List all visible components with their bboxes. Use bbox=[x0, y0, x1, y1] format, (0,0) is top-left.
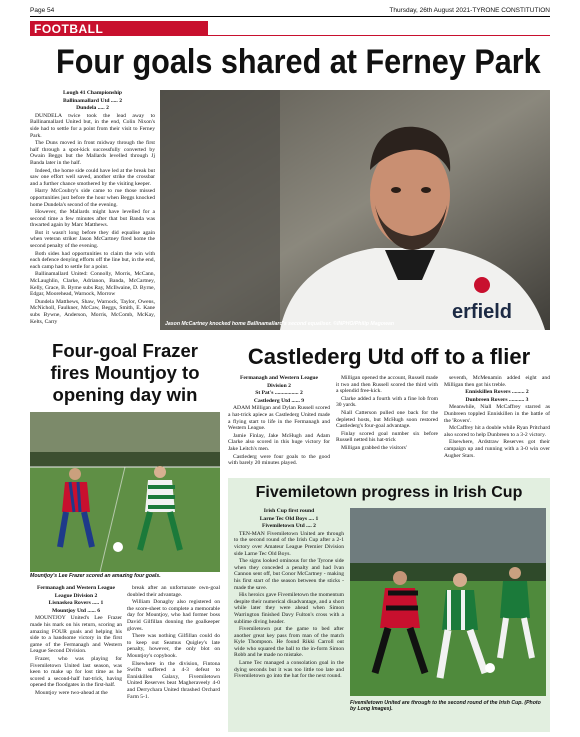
frazer-paragraph: William Donaghy also registered on the score-sheet to complete a memorable day for Mountjoy, who had former boss David Gilfillan donning the goalkeeper gloves. bbox=[127, 599, 220, 632]
frazer-score-home: Lisnaskea Rovers ..... 1 bbox=[48, 600, 104, 607]
page-number: Page 54 bbox=[30, 7, 55, 14]
castlederg-score-away: Castlederg Utd ...... 9 bbox=[253, 397, 305, 404]
castlederg-paragraph: Clarke added a fourth with a fine lob from 30 yards. bbox=[336, 395, 438, 409]
castlederg-paragraph: Meanwhile, Niall McCaffrey starred as Dunbreen toppled Enniskillen in the battle of the 'Rovers'. bbox=[444, 404, 550, 424]
frazer-col1 bbox=[30, 585, 122, 730]
rovers-score-away: Dunbreen Rovers ........... 3 bbox=[465, 396, 529, 403]
lead-fixture: Lough 41 Championship bbox=[62, 90, 123, 96]
castlederg-paragraph: Niall Catterson pulled one back for the depleted hosts, but McHugh soon restored Castlederg's four-goal advantage. bbox=[336, 409, 438, 430]
castlederg-paragraph: Finlay scored goal number six before Russell netted his hat-trick bbox=[336, 430, 438, 444]
frazer-col2 bbox=[127, 585, 220, 730]
castlederg-paragraph: Milligan grabbed the visitors' bbox=[341, 444, 407, 451]
frazer-headline: Four-goal Frazer fires Mountjoy to opening day win bbox=[50, 340, 200, 405]
lead-paragraph: But it wasn't long before they did equalise again when veteran striker Jason McCartney fired home the second penalty of the evening. bbox=[30, 229, 155, 250]
castlederg-paragraph: Castlederg were four goals to the good with barely 20 minutes played. bbox=[228, 453, 330, 467]
fivemiletown-score-home: Larne Tec Old Boys .... 1 bbox=[259, 515, 319, 522]
frazer-score-away: Mountjoy Utd ...... 6 bbox=[51, 607, 100, 614]
footballer-photo-icon bbox=[160, 90, 550, 330]
castlederg-score-home: St Pat's ................. 2 bbox=[255, 390, 303, 397]
frazer-paragraph: Elsewhere in the division, Fintona Swifts suffered a 4-3 defeat to Enniskillen Galaxy, Fivemiletown United Reserves beat Magheraveely 4-0 and Derrychara United thrashed Orchard Farm 5-1. bbox=[127, 660, 220, 700]
castlederg-col1 bbox=[228, 375, 330, 475]
section-rule bbox=[208, 35, 550, 36]
issue-date: Thursday, 26th August 2021-TYRONE CONSTITUTION bbox=[389, 7, 550, 14]
fivemiletown-paragraph: Fivemiletown put the game to bed after another great key pass from man of the match Kyle Thompson. He found Rikki Carroll out wide who squared the ball to the in-form Simon Robb and he made no mistake. bbox=[234, 626, 344, 659]
frazer-paragraph: Frazer, who was playing for Fivemiletown United last season, was keen to make up for lost time as he scored a second-half hat-trick, having opened the floodgates in the first-half. bbox=[30, 655, 122, 689]
castlederg-division: Division 2 bbox=[267, 382, 291, 389]
fivemiletown-article bbox=[234, 508, 344, 730]
football-match-photo-icon bbox=[30, 412, 220, 572]
lead-score-home: Ballinamallard Utd ..... 2 bbox=[62, 97, 123, 104]
lead-paragraph: Indeed, the home side could have led at the break but saw one effort well saved, another strike the crossbar and a further chance smothered by the visiting keeper. bbox=[30, 167, 155, 187]
castlederg-paragraph: Jamie Finlay, Jake McHugh and Adam Clarke also scored in this huge victory for Jake Leitch's men. bbox=[228, 432, 330, 452]
castlederg-paragraph: Milligan opened the account, Russell made it two and then Russell scored the third with a splendid free-kick. bbox=[336, 375, 438, 395]
frazer-paragraph: break after an unfortunate own-goal doubled their advantage. bbox=[127, 585, 220, 598]
fivemiletown-headline: Fivemiletown progress in Irish Cup bbox=[255, 484, 523, 501]
frazer-paragraph: Mountjoy were two-ahead at the bbox=[35, 689, 108, 696]
section-label: FOOTBALL bbox=[30, 21, 208, 36]
fivemiletown-paragraph: Larne Tec managed a consolation goal in the dying seconds but it was too little too late and Fivemiletown go into the hat for the next round. bbox=[234, 660, 344, 680]
fivemiletown-score-away: Fivemiletown Utd .... 2 bbox=[262, 523, 316, 530]
castlederg-headline: Castlederg Utd off to a flier bbox=[247, 344, 531, 369]
svg-text:erfield: erfield bbox=[452, 301, 513, 323]
frazer-paragraph: MOUNTJOY United's Lee Frazer made his mark on his return, scoring an amazing FOUR goals and helping his side to a handsome victory in the first game of the Fermanagh and Western League Second Division. bbox=[30, 615, 122, 655]
fivemiletown-paragraph: The signs looked ominous for the Tyrone side when they conceded a penalty and had Ivan Cannon sent off, but Conor McCartney - making his first start of the season between the sticks - made the save. bbox=[234, 558, 344, 591]
fivemiletown-paragraph: TEN-MAN Fivemiletown United are through to the second round of the Irish Cup after a 2-1 victory over Amateur League Premier Division side Larne Tec Old Boys. bbox=[234, 530, 344, 557]
fivemiletown-fixture: Irish Cup first round bbox=[263, 508, 315, 514]
rovers-score-home: Enniskillen Rovers ......... 2 bbox=[465, 389, 529, 396]
lead-paragraph: Dundela Matthews, Shaw, Warnock, Taylor, Owens, McNicholl, Faulkner, McCaw, Beggs, Smith, E. Kane subs Bywne, Anderson, Morris, McComb, McKay, Kelts, Carry bbox=[30, 298, 155, 325]
castlederg-paragraph: McCaffrey hit a double while Ryan Pritchard also scored to help Dunbreen to a 3-2 victory. bbox=[444, 425, 550, 438]
lead-paragraph: Harry McCoubry's side came to rue those missed opportunities just before the hour when Beggs knocked home Dundela's second of the evening. bbox=[30, 188, 155, 208]
lead-article bbox=[30, 90, 155, 330]
castlederg-col2 bbox=[336, 375, 438, 475]
lead-paragraph: Ballinamallard United: Connolly, Morris, McCann, McLaughlin, Clarke, Adrianon, Banda, McCartney, Kelly, Grace, B. Byrne subs Ray, McIlwaine, D. Byrne, Edgar, Moorehead, Warnock, Morrow bbox=[30, 271, 155, 298]
irish-cup-match-photo-icon bbox=[350, 508, 546, 696]
lead-paragraph: Both sides had opportunities to claim the win with each defence denying efforts off the line but, in the end, each camp had to settle for a point. bbox=[30, 250, 155, 270]
castlederg-paragraph: ADAM Milligan and Dylan Russell scored a hat-trick apiece as Castlederg United made a flying start to life in the Fermanagh and Western League. bbox=[228, 405, 330, 432]
castlederg-fixture: Fermanagh and Western League bbox=[239, 375, 319, 381]
frazer-division: League Division 2 bbox=[54, 592, 98, 599]
castlederg-col3 bbox=[444, 375, 550, 475]
lead-photo bbox=[160, 90, 550, 330]
fivemiletown-paragraph: His heroics gave Fivemiletown the momentum despite their numerical disadvantage, and a short while later they were ahead when Simon Warrington finished Davy Fulton's cross with a sublime diving header. bbox=[234, 592, 344, 625]
page-header bbox=[30, 4, 550, 17]
lead-paragraph: However, the Mallards might have levelled for a second time a few minutes after that but Banda was thwarted again by Marc Matthews. bbox=[30, 209, 155, 229]
frazer-fixture: Fermanagh and Western League bbox=[36, 585, 116, 591]
lead-headline: Four goals shared at Ferney Park bbox=[56, 43, 541, 81]
lead-paragraph: The Duns moved in front midway through the first half through a spot-kick successfully converted by Owain Beggs but the Mallards levelled through Jj Banda later in the half. bbox=[30, 140, 155, 166]
frazer-photo bbox=[30, 412, 220, 572]
lead-photo-caption: Jason McCartney knocked home Ballinamallard's second equaliser. ©INPHO/Philip Magowan bbox=[165, 321, 395, 327]
castlederg-paragraph: Elsewhere, Ardstraw Reserves got their campaign up and running with a 3-0 win over Augher Stars. bbox=[444, 439, 550, 459]
frazer-paragraph: There was nothing Gilfillan could do to keep out Seamus Quigley's late penalty, however, the only blot on Mountjoy's copybook. bbox=[127, 633, 220, 659]
castlederg-paragraph: seventh, McMenamin added eight and Milligan then got his treble. bbox=[444, 375, 550, 388]
fivemiletown-photo bbox=[350, 508, 546, 696]
lead-score-away: Dundela ..... 2 bbox=[76, 105, 109, 112]
fivemiletown-caption: Fivemiletown United are through to the second round of the Irish Cup. (Photo by Long Images). bbox=[350, 700, 541, 712]
frazer-caption: Mountjoy's Lee Frazer scored an amazing four goals. bbox=[30, 573, 161, 579]
lead-paragraph: DUNDELA twice took the lead away to Ballinamallard United but, in the end, Colin Nixon's side had to settle for a point from their visit to Ferney Park. bbox=[30, 112, 155, 139]
